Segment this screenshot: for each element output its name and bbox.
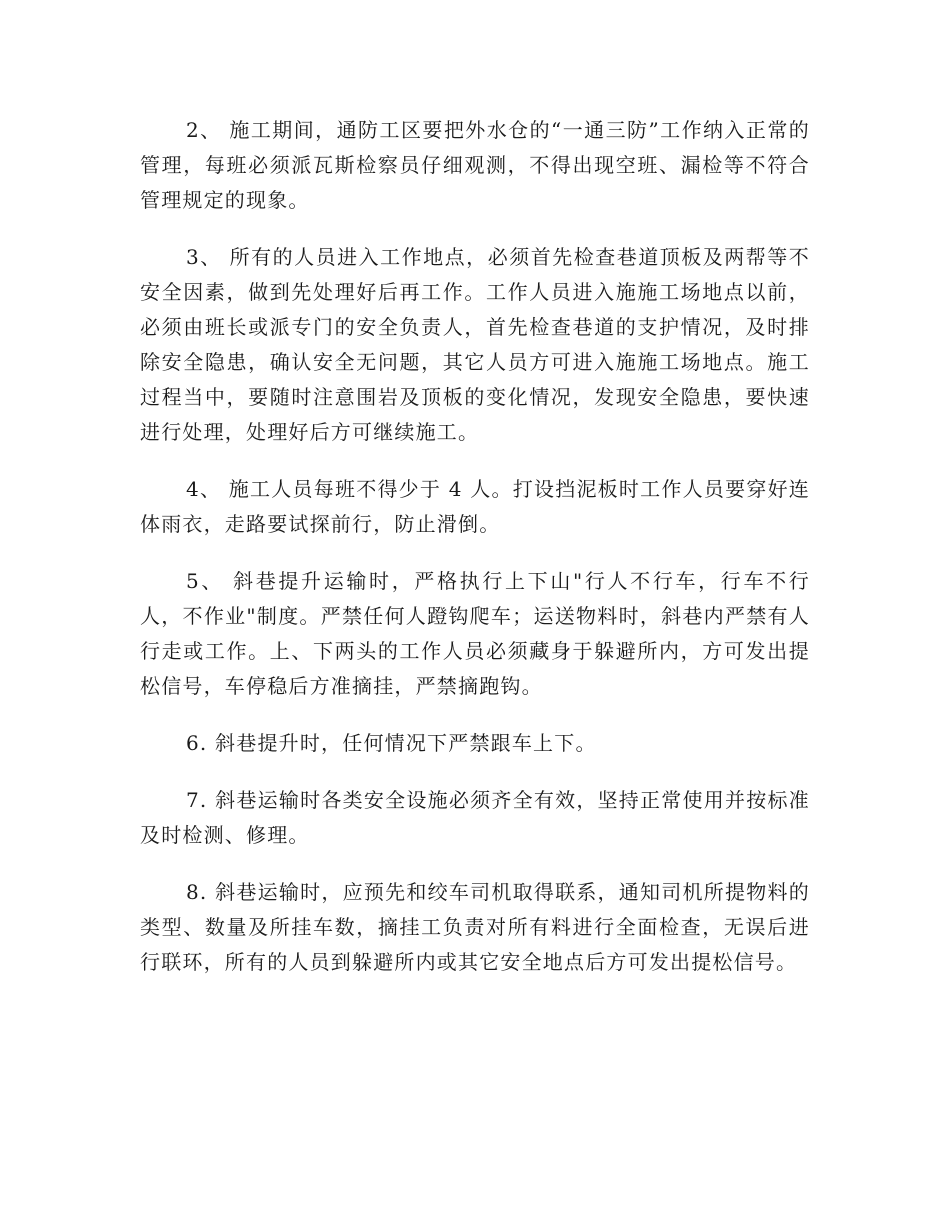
paragraph-item-2: 2、 施工期间，通防工区要把外水仓的“一通三防”工作纳入正常的管理，每班必须派瓦斯检察员仔细观测，不得出现空班、漏检等不符合管理规定的现象。 — [140, 118, 810, 212]
paragraph-item-5: 5、 斜巷提升运输时，严格执行上下山"行人不行车，行车不行人，不作业"制度。严禁任何人蹬钩爬车；运送物料时，斜巷内严禁有人行走或工作。上、下两头的工作人员必须藏身于躲避所内，方可发出提松信号，车停稳后方准摘挂，严禁摘跑钩。 — [140, 569, 810, 698]
paragraph-item-3: 3、 所有的人员进入工作地点，必须首先检查巷道顶板及两帮等不安全因素，做到先处理好后再工作。工作人员进入施施工场地点以前，必须由班长或派专门的安全负责人，首先检查巷道的支护情况，及时排除安全隐患，确认安全无问题，其它人员方可进入施施工场地点。施工过程当中，要随时注意围岩及顶板的变化情况，发现安全隐患，要快速进行处理，处理好后方可继续施工。 — [140, 245, 810, 444]
document-body — [140, 113, 810, 1002]
paragraph-item-6: 6. 斜巷提升时，任何情况下严禁跟车上下。 — [186, 731, 597, 755]
paragraph-item-8: 8. 斜巷运输时，应预先和绞车司机取得联系，通知司机所提物料的类型、数量及所挂车数，摘挂工负责对所有料进行全面检查，无误后进行联环，所有的人员到躲避所内或其它安全地点后方可发出提松信号。 — [140, 880, 810, 974]
paragraph-item-7: 7. 斜巷运输时各类安全设施必须齐全有效，坚持正常使用并按标准及时检测、修理。 — [140, 788, 810, 847]
paragraph-item-4: 4、 施工人员每班不得少于 4 人。打设挡泥板时工作人员要穿好连体雨衣，走路要试探前行，防止滑倒。 — [140, 477, 810, 536]
